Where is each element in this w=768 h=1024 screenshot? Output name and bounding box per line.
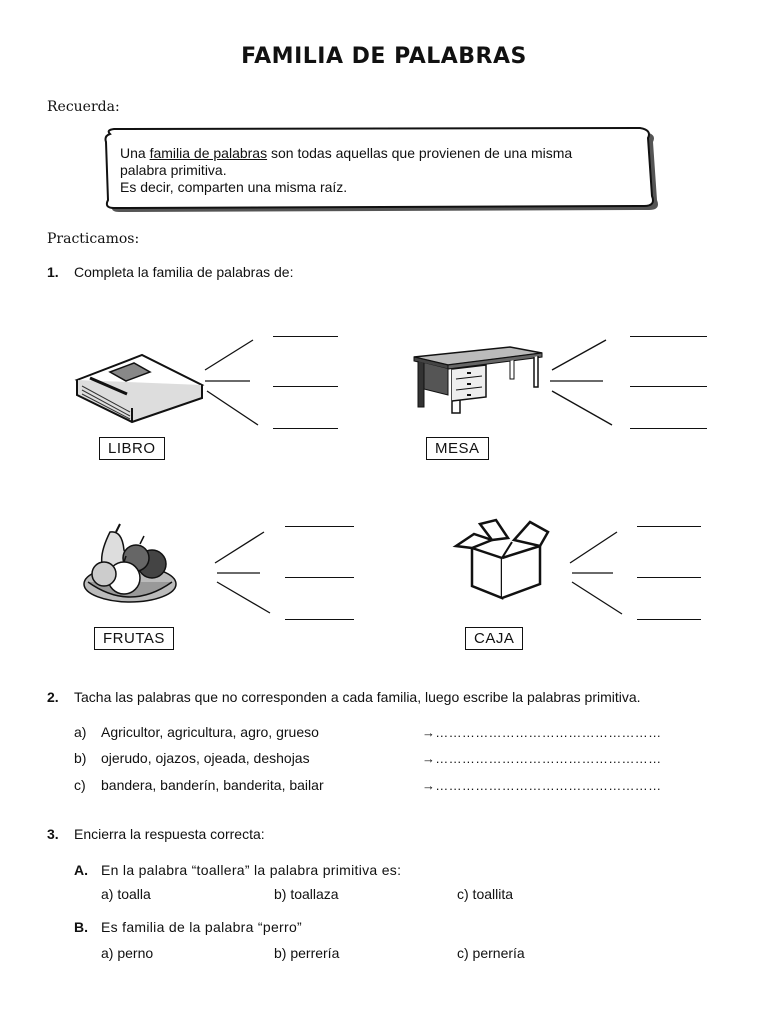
- question-1: 1. Completa la familia de palabras de:: [47, 264, 294, 280]
- recuerda-label: Recuerda:: [47, 99, 120, 115]
- blank-libro-3[interactable]: [273, 428, 338, 429]
- label-caja: CAJA: [465, 627, 523, 650]
- blank-frutas-1[interactable]: [285, 526, 354, 527]
- question-3: 3. Encierra la respuesta correcta:: [47, 826, 265, 842]
- question-2: 2. Tacha las palabras que no corresponden a cada familia, luego escribe la palabras primitiva.: [47, 689, 641, 705]
- label-mesa: MESA: [426, 437, 489, 460]
- blank-frutas-2[interactable]: [285, 577, 354, 578]
- blank-frutas-3[interactable]: [285, 619, 354, 620]
- blank-libro-1[interactable]: [273, 336, 338, 337]
- q2-row-b: b) ojerudo, ojazos, ojeada, deshojas: [74, 750, 310, 766]
- q3b-option-a[interactable]: a) perno: [101, 945, 154, 961]
- label-libro: LIBRO: [99, 437, 165, 460]
- q3a-option-b[interactable]: b) toallaza: [274, 886, 339, 902]
- blank-mesa-1[interactable]: [630, 336, 707, 337]
- definition-text: Una familia de palabras son todas aquellas que provienen de una misma palabra primitiva. Es decir, comparten una misma raíz.: [120, 145, 573, 195]
- q3b-option-c[interactable]: c) pernería: [457, 945, 525, 961]
- blank-caja-2[interactable]: [637, 577, 701, 578]
- q3-part-a: A. En la palabra “toallera” la palabra primitiva es:: [74, 862, 402, 878]
- page-title: FAMILIA DE PALABRAS: [241, 44, 527, 69]
- blank-libro-2[interactable]: [273, 386, 338, 387]
- q3a-option-a[interactable]: a) toalla: [101, 886, 151, 902]
- blank-caja-1[interactable]: [637, 526, 701, 527]
- blank-caja-3[interactable]: [637, 619, 701, 620]
- practicamos-label: Practicamos:: [47, 231, 140, 247]
- term-familia: familia de palabras: [149, 145, 268, 161]
- blank-mesa-2[interactable]: [630, 386, 707, 387]
- q2-row-a: a) Agricultor, agricultura, agro, grueso: [74, 724, 319, 740]
- q3a-option-c[interactable]: c) toallita: [457, 886, 514, 902]
- q2-blank-b[interactable]: →……………………………………………: [422, 751, 662, 766]
- q2-row-c: c) bandera, banderín, banderita, bailar: [74, 777, 324, 793]
- q2-blank-c[interactable]: →……………………………………………: [422, 778, 662, 793]
- blank-mesa-3[interactable]: [630, 428, 707, 429]
- q3-part-b: B. Es familia de la palabra “perro”: [74, 919, 303, 935]
- label-frutas: FRUTAS: [94, 627, 174, 650]
- q2-blank-a[interactable]: →……………………………………………: [422, 725, 662, 740]
- q3b-option-b[interactable]: b) perrería: [274, 945, 340, 961]
